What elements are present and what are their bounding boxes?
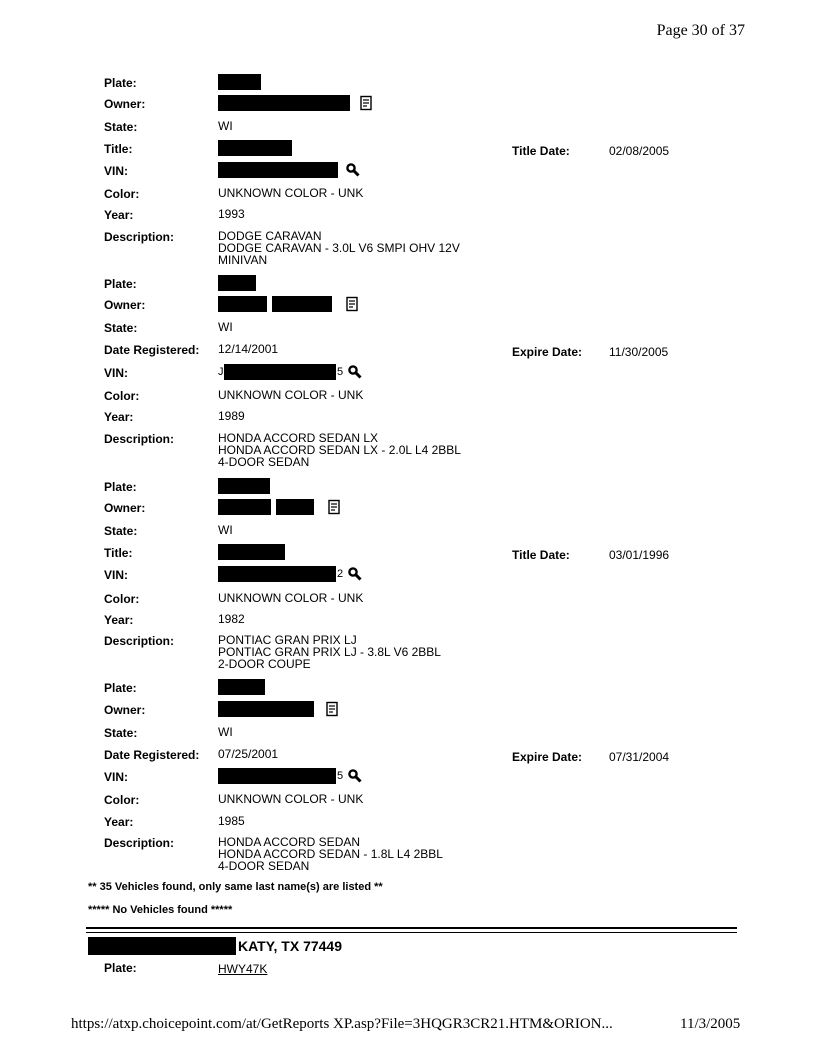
record-3-year-row xyxy=(0,610,815,630)
plate-label: Plate: xyxy=(104,76,137,90)
redacted-title xyxy=(218,140,292,156)
record-2-color-row xyxy=(0,386,815,406)
description-label: Description: xyxy=(104,634,175,648)
record-4-vin-row xyxy=(0,767,815,787)
redacted-vin xyxy=(218,162,338,178)
year-label: Year: xyxy=(104,208,134,222)
report-icon[interactable] xyxy=(344,296,360,312)
description-value xyxy=(218,432,461,468)
description-line: DODGE CARAVAN xyxy=(218,229,322,243)
record-1-state-row xyxy=(0,117,815,137)
year-value: 1982 xyxy=(218,612,245,626)
redacted-plate xyxy=(218,679,265,695)
record-1-plate-row xyxy=(0,73,815,93)
year-value: 1993 xyxy=(218,207,245,221)
no-vehicles-note: ***** No Vehicles found ***** xyxy=(88,904,233,916)
state-label: State: xyxy=(104,726,138,740)
record-3-plate-row xyxy=(0,477,815,497)
description-line: DODGE CARAVAN - 3.0L V6 SMPI OHV 12V xyxy=(218,241,460,255)
color-label: Color: xyxy=(104,592,140,606)
plate-label: Plate: xyxy=(104,681,137,695)
date-registered-label: Date Registered: xyxy=(104,343,200,357)
record-1-year-row xyxy=(0,205,815,225)
owner-label: Owner: xyxy=(104,298,146,312)
vin-suffix: 2 xyxy=(337,568,344,580)
title-label: Title: xyxy=(104,142,133,156)
redacted-owner xyxy=(276,499,314,515)
redacted-vin xyxy=(218,566,336,582)
page-number: Page 30 of 37 xyxy=(656,22,745,39)
state-value: WI xyxy=(218,119,233,133)
record-4-registered-row xyxy=(0,745,815,765)
record-2-state-row xyxy=(0,318,815,338)
plate-label: Plate: xyxy=(104,961,137,975)
state-value: WI xyxy=(218,320,233,334)
state-label: State: xyxy=(104,120,138,134)
state-label: State: xyxy=(104,524,138,538)
color-label: Color: xyxy=(104,187,140,201)
redacted-owner xyxy=(218,499,271,515)
description-value xyxy=(218,230,460,266)
description-label: Description: xyxy=(104,230,175,244)
color-value: UNKNOWN COLOR - UNK xyxy=(218,388,364,402)
color-value: UNKNOWN COLOR - UNK xyxy=(218,186,364,200)
redacted-plate xyxy=(218,74,261,90)
record-1-owner-row xyxy=(0,94,815,114)
redacted-title xyxy=(218,544,285,560)
record-2-registered-row xyxy=(0,340,815,360)
description-line: HONDA ACCORD SEDAN LX xyxy=(218,431,379,445)
record-3-color-row xyxy=(0,589,815,609)
record-4-color-row xyxy=(0,790,815,810)
expire-date-value: 07/31/2004 xyxy=(609,750,670,764)
description-line: 4-DOOR SEDAN xyxy=(218,859,310,873)
record-3-state-row xyxy=(0,521,815,541)
record-2-owner-row xyxy=(0,295,815,315)
record-1-description-row xyxy=(0,227,815,269)
record-4-year-row xyxy=(0,812,815,832)
expire-date-label: Expire Date: xyxy=(512,345,583,359)
description-line: HONDA ACCORD SEDAN xyxy=(218,835,361,849)
plate-label: Plate: xyxy=(104,480,137,494)
plate-label: Plate: xyxy=(104,277,137,291)
title-label: Title: xyxy=(104,546,133,560)
record-3-title-row xyxy=(0,543,815,563)
vin-label: VIN: xyxy=(104,366,128,380)
record-4-owner-row xyxy=(0,700,815,720)
color-value: UNKNOWN COLOR - UNK xyxy=(218,792,364,806)
year-label: Year: xyxy=(104,815,134,829)
redacted-plate xyxy=(218,275,256,291)
record-2-year-row xyxy=(0,407,815,427)
magnifier-icon[interactable] xyxy=(347,768,363,784)
description-line: HONDA ACCORD SEDAN LX - 2.0L L4 2BBL xyxy=(218,443,461,457)
record-2-description-row xyxy=(0,429,815,471)
redacted-owner xyxy=(218,296,267,312)
expire-date-value: 11/30/2005 xyxy=(609,345,669,359)
state-value: WI xyxy=(218,725,233,739)
color-label: Color: xyxy=(104,793,140,807)
address-heading: KATY, TX 77449 xyxy=(238,938,343,954)
vin-suffix: 5 xyxy=(337,770,344,782)
vin-suffix: 5 xyxy=(337,366,344,378)
date-registered-value: 07/25/2001 xyxy=(218,747,279,761)
year-value: 1989 xyxy=(218,409,245,423)
vin-prefix: J xyxy=(218,366,224,378)
year-value: 1985 xyxy=(218,814,245,828)
footer-url: https://atxp.choicepoint.com/at/GetReports XP.asp?File=3HQGR3CR21.HTM&ORION... xyxy=(71,1016,613,1032)
description-line: PONTIAC GRAN PRIX LJ xyxy=(218,633,357,647)
magnifier-icon[interactable] xyxy=(347,364,363,380)
footer-date: 11/3/2005 xyxy=(680,1016,741,1032)
state-value: WI xyxy=(218,523,233,537)
record-1-color-row xyxy=(0,184,815,204)
redacted-vin xyxy=(224,364,336,380)
description-line: HONDA ACCORD SEDAN - 1.8L L4 2BBL xyxy=(218,847,443,861)
color-label: Color: xyxy=(104,389,140,403)
vin-label: VIN: xyxy=(104,568,128,582)
description-line: MINIVAN xyxy=(218,253,268,267)
description-line: PONTIAC GRAN PRIX LJ - 3.8L V6 2BBL xyxy=(218,645,441,659)
magnifier-icon[interactable] xyxy=(347,566,363,582)
report-icon[interactable] xyxy=(324,701,340,717)
owner-label: Owner: xyxy=(104,501,146,515)
vehicles-found-note: ** 35 Vehicles found, only same last name(s) are listed ** xyxy=(88,881,383,893)
description-value xyxy=(218,836,443,872)
record-4-state-row xyxy=(0,723,815,743)
redacted-owner xyxy=(218,701,314,717)
description-label: Description: xyxy=(104,432,175,446)
record-1-vin-row xyxy=(0,161,815,181)
description-line: 2-DOOR COUPE xyxy=(218,657,311,671)
report-icon[interactable] xyxy=(326,499,342,515)
description-label: Description: xyxy=(104,836,175,850)
redacted-vin xyxy=(218,768,336,784)
record-2-plate-row xyxy=(0,274,815,294)
plate-link[interactable]: HWY47K xyxy=(218,962,268,976)
year-label: Year: xyxy=(104,613,134,627)
title-date-value: 02/08/2005 xyxy=(609,144,670,158)
date-registered-value: 12/14/2001 xyxy=(218,342,279,356)
year-label: Year: xyxy=(104,410,134,424)
redacted-owner xyxy=(218,95,350,111)
expire-date-label: Expire Date: xyxy=(512,750,583,764)
description-value xyxy=(218,634,441,670)
redacted-name xyxy=(88,937,236,955)
vin-label: VIN: xyxy=(104,164,128,178)
title-date-value: 03/01/1996 xyxy=(609,548,670,562)
vin-label: VIN: xyxy=(104,770,128,784)
record-3-vin-row xyxy=(0,565,815,585)
title-date-label: Title Date: xyxy=(512,548,570,562)
state-label: State: xyxy=(104,321,138,335)
redacted-owner xyxy=(272,296,332,312)
record-4-plate-row xyxy=(0,678,815,698)
owner-label: Owner: xyxy=(104,97,146,111)
redacted-plate xyxy=(218,478,270,494)
description-line: 4-DOOR SEDAN xyxy=(218,455,310,469)
title-date-label: Title Date: xyxy=(512,144,570,158)
magnifier-icon[interactable] xyxy=(345,162,361,178)
section-divider xyxy=(86,932,737,933)
record-1-title-row xyxy=(0,139,815,159)
record-3-description-row xyxy=(0,631,815,673)
report-icon[interactable] xyxy=(358,95,374,111)
color-value: UNKNOWN COLOR - UNK xyxy=(218,591,364,605)
record-3-owner-row xyxy=(0,498,815,518)
record-4-description-row xyxy=(0,833,815,875)
record-2-vin-row xyxy=(0,363,815,383)
date-registered-label: Date Registered: xyxy=(104,748,200,762)
section-divider xyxy=(86,927,737,929)
owner-label: Owner: xyxy=(104,703,146,717)
